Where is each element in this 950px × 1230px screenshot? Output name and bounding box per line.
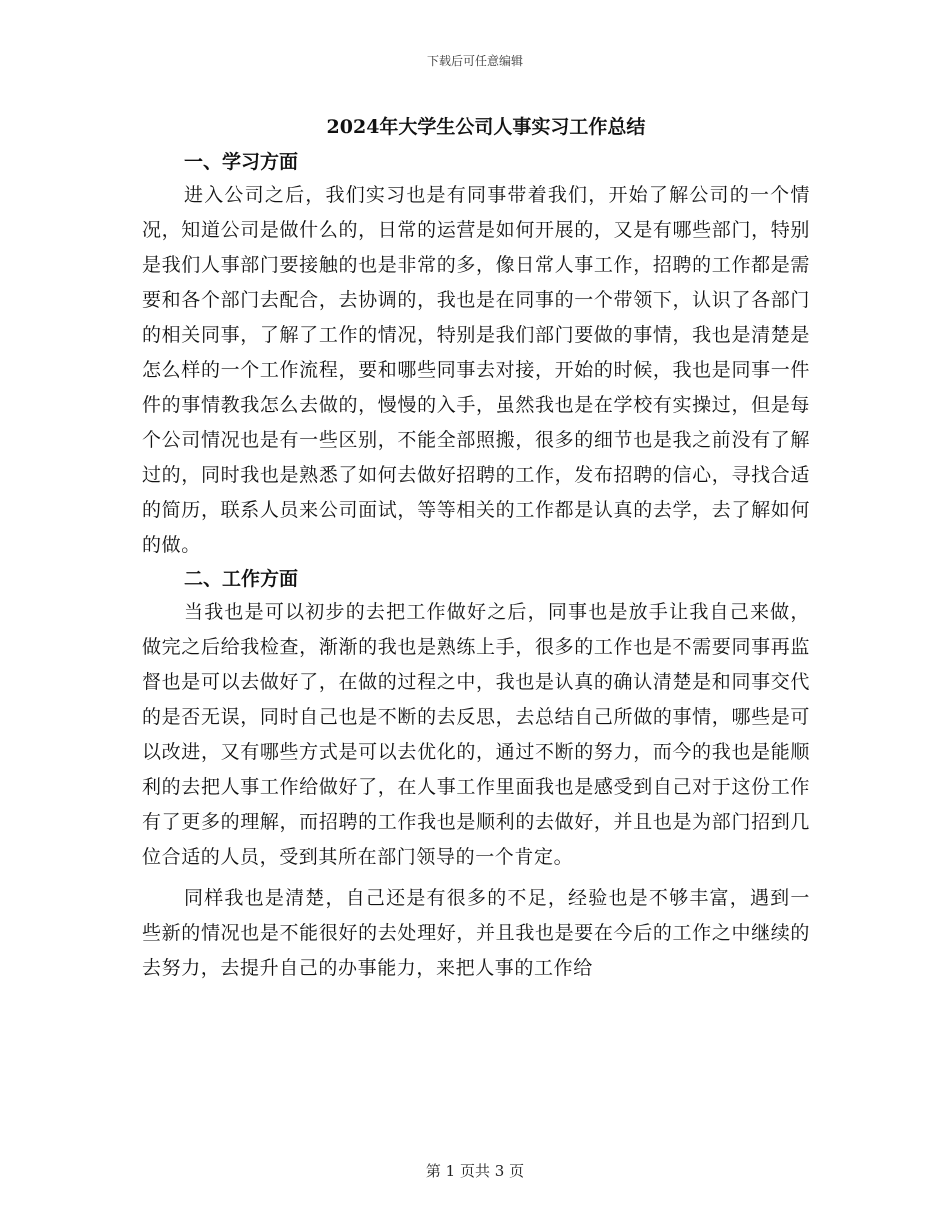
page-header-note: 下载后可任意编辑 xyxy=(426,54,523,68)
section-work-paragraph-2: 同样我也是清楚，自己还是有很多的不足，经验也是不够丰富，遇到一些新的情况也是不能很好的去处理好，并且我也是要在今后的工作之中继续的去努力，去提升自己的办事能力，来把人事的工作给 xyxy=(142,887,810,979)
document-title: 2024年大学生公司人事实习工作总结 xyxy=(326,116,646,138)
page-footer-indicator: 第 1 页共 3 页 xyxy=(425,1162,525,1180)
section-work-paragraph-1: 当我也是可以初步的去把工作做好之后，同事也是放手让我自己来做，做完之后给我检查，渐渐的我也是熟练上手，很多的工作也是不需要同事再监督也是可以去做好了，在做的过程之中，我也是认真的确认清楚是和同事交代的是否无误，同时自己也是不断的去反思，去总结自己所做的事情，哪些是可以改进，又有哪些方式是可以去优化的，通过不断的努力，而今的我也是能顺利的去把人事工作给做好了，在人事工作里面我也是感受到自己对于这份工作有了更多的理解，而招聘的工作我也是顺利的去做好，并且也是为部门招到几位合适的人员，受到其所在部门领导的一个肯定。 xyxy=(142,601,810,868)
document-body xyxy=(142,112,810,986)
section-heading-work: 二、工作方面 xyxy=(184,568,299,590)
section-study-paragraph: 进入公司之后，我们实习也是有同事带着我们，开始了解公司的一个情况，知道公司是做什么的，日常的运营是如何开展的，又是有哪些部门，特别是我们人事部门要接触的也是非常的多，像日常人事工作，招聘的工作都是需要和各个部门去配合，去协调的，我也是在同事的一个带领下，认识了各部门的相关同事，了解了工作的情况，特别是我们部门要做的事情，我也是清楚是怎么样的一个工作流程，要和哪些同事去对接，开始的时候，我也是同事一件件的事情教我怎么去做的，慢慢的入手，虽然我也是在学校有实操过，但是每个公司情况也是有一些区别，不能全部照搬，很多的细节也是我之前没有了解过的，同时我也是熟悉了如何去做好招聘的工作，发布招聘的信心，寻找合适的简历，联系人员来公司面试，等等相关的工作都是认真的去学，去了解如何的做。 xyxy=(142,184,810,556)
section-heading-study: 一、学习方面 xyxy=(184,151,299,173)
